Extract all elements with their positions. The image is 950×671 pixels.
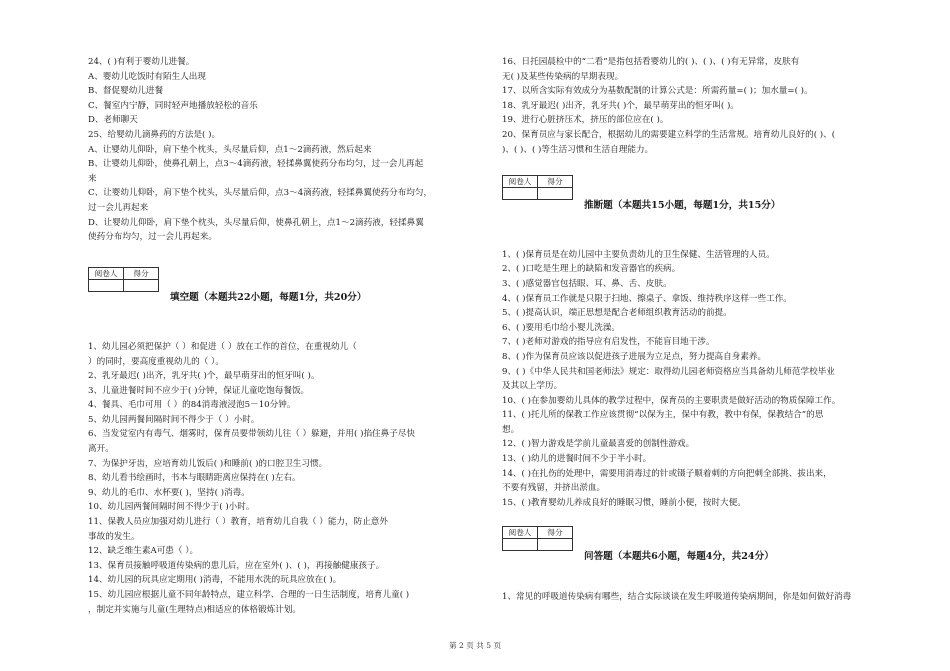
judge-section-title: 推断题（本题共15小题，每题1分，共15分） xyxy=(584,200,781,212)
text-line: 9、( )《中华人民共和国老师法》规定：取得幼儿园老师资格应当具备幼儿师范学校毕业 xyxy=(502,366,835,377)
text-line: 13、( )幼儿的进餐时间不少于半小时。 xyxy=(502,454,652,465)
text-line: 7、( )老师对游戏的指导应有启发性，不能盲目地干涉。 xyxy=(502,337,715,348)
score-box-grader: 阅卷人 xyxy=(503,176,538,188)
judge-section-header xyxy=(502,173,904,223)
text-line: 4、餐具、毛巾可用（ ）的84消毒液浸泡5－10分钟。 xyxy=(88,400,296,411)
qa-section-title: 问答题（本题共6小题，每题4分，共24分） xyxy=(584,551,774,563)
score-box-grader: 阅卷人 xyxy=(89,268,124,280)
text-line: 离开。 xyxy=(88,444,114,455)
text-line: 2、( )口吃是生理上的缺陷和发音器官的疾病。 xyxy=(502,264,681,275)
text-line: 1、常见的呼吸道传染病有哪些，结合实际谈谈在发生呼吸道传染病期间，你是如何做好消毒 xyxy=(502,592,852,603)
score-box-cell xyxy=(89,280,124,292)
right-column xyxy=(502,55,904,605)
text-line: 事故的发生。 xyxy=(88,531,140,542)
text-line: 15、( )教育婴幼儿养成良好的睡眠习惯，睡前小便，按时大便。 xyxy=(502,497,746,508)
score-box-cell xyxy=(538,188,573,200)
score-box-score: 得分 xyxy=(124,268,159,280)
fill-questions xyxy=(88,340,478,617)
text-line: 5、幼儿园两餐间隔时间不得少于（ ）小时。 xyxy=(88,414,260,425)
text-line: 13、保育员接触呼吸道传染病的患儿后，应在室外( )、( )，再接触健康孩子。 xyxy=(88,560,385,571)
text-line: A、婴幼儿吃饭时有陌生人出现 xyxy=(88,71,206,82)
text-line: 12、缺乏维生素A可患（ ）。 xyxy=(88,546,199,557)
score-box-cell xyxy=(538,539,573,551)
score-box-score: 得分 xyxy=(538,176,573,188)
text-line: 19、进行心脏挤压术，挤压的部位应在( )。 xyxy=(502,115,669,126)
text-line: 想。 xyxy=(502,424,520,435)
text-line: 24、( )有利于婴幼儿进餐。 xyxy=(88,57,195,67)
text-line: 7、为保护牙齿，应培育幼儿饭后( )和睡前( )的口腔卫生习惯。 xyxy=(88,458,328,469)
text-line: 1、幼儿园必须把保护（ ）和促进（ ）放在工作的首位，在重视幼儿（ xyxy=(88,341,357,352)
text-line: B、督促婴幼儿进餐 xyxy=(88,86,164,97)
text-line: 10、( )在参加婴幼儿具体的教学过程中，保育员的主要职责是做好活动的物质保障工作。 xyxy=(502,395,841,406)
score-box-cell xyxy=(503,539,538,551)
fill-section-title: 填空题（本题共22小题，每题1分，共20分） xyxy=(170,292,367,304)
text-line: 16、日托园晨检中的“二看”是指包括看婴幼儿的( )、( )、( )有无异常，皮肤有 xyxy=(502,57,800,67)
score-box xyxy=(88,267,159,292)
text-line: C、餐室内宁静，同时轻声地播放轻松的音乐 xyxy=(88,100,258,111)
text-line: 8、幼儿看书绘画时，书本与眼睛距离应保持在( )左右。 xyxy=(88,473,301,484)
text-line: 10、幼儿园两餐间隔时间不得少于( )小时。 xyxy=(88,502,255,513)
score-box-score: 得分 xyxy=(538,527,573,539)
text-line: 3、( )感觉器官包括眼、耳、鼻、舌、皮肤。 xyxy=(502,278,672,289)
text-line: 18、乳牙最迟( )出齐，乳牙共( )个，最早萌芽出的恒牙叫( )。 xyxy=(502,100,739,111)
judge-questions xyxy=(502,248,904,511)
left-column xyxy=(88,55,478,617)
text-line: 15、幼儿园应根据儿童不同年龄特点，建立科学、合理的一日生活制度，培育儿童( ) xyxy=(88,590,410,600)
text-line: )、( )、( )等生活习惯和生活自理能力。 xyxy=(502,144,654,155)
score-box-cell xyxy=(124,280,159,292)
text-line: 11、( )托儿所的保教工作应该贯彻“以保为主，保中有教，教中有保，保教结合”的思 xyxy=(502,410,824,421)
fill-section-header xyxy=(88,265,478,315)
text-line: 6、当发觉室内有毒气、烟雾时，保育员要带领幼儿往（ ）躲避，并用( )掐住鼻子尽快 xyxy=(88,429,416,440)
text-line: 使药分布均匀，过一会儿再起来。 xyxy=(88,232,217,243)
score-box-grader: 阅卷人 xyxy=(503,527,538,539)
choice-questions-continued xyxy=(88,55,478,245)
text-line: 过一会儿再起来 xyxy=(88,202,149,213)
text-line: 8、( )作为保育员应该以促进孩子进展为立足点，努力提高自身素养。 xyxy=(502,351,767,362)
text-line: 及其以上学历。 xyxy=(502,381,563,392)
text-line: 11、保教人员应加强对幼儿进行（ ）教育，培育幼儿自我（ ）能力，防止意外 xyxy=(88,517,388,528)
page-number: 第 2 页 共 5 页 xyxy=(448,641,502,650)
text-line: ）的同时，要高度重视幼儿的（ ）。 xyxy=(88,356,224,367)
score-box-cell xyxy=(503,188,538,200)
score-box xyxy=(502,526,573,551)
text-line: 1、( )保育员是在幼儿园中主要负责幼儿的卫生保健、生活管理的人员。 xyxy=(502,249,775,260)
text-line: A、让婴幼儿仰卧，肩下垫个枕头，头尽量后仰，点1～2滴药液，然后起来 xyxy=(88,144,372,155)
text-line: 2、乳牙最迟( )出齐，乳牙共( )个，最早萌芽出的恒牙叫( )。 xyxy=(88,371,320,382)
text-line: 9、幼儿的毛巾、水杯要( )，坚持( )消毒。 xyxy=(88,487,250,498)
score-box xyxy=(502,175,573,200)
qa-questions xyxy=(502,590,904,605)
text-line: 来 xyxy=(88,173,97,184)
text-line: 14、( )在扎伤的处理中，需要用消毒过的针或镊子顺着刺的方向把刺全部挑、拔出来， xyxy=(502,468,832,479)
text-line: 6、( )要用毛巾给小婴儿洗澡。 xyxy=(502,322,621,333)
text-line: 3、儿童进餐时间不应少于( )分钟，保证儿童吃饱每餐饭。 xyxy=(88,385,310,396)
text-line: D、老师聊天 xyxy=(88,115,138,126)
text-line: 无( )及某些传染病的早期表现。 xyxy=(502,71,624,82)
qa-section-header xyxy=(502,524,904,574)
text-line: 不要有残留，并挤出淤血。 xyxy=(502,483,606,494)
text-line: 5、( )提高认识，端正思想是配合老师组织教育活动的前提。 xyxy=(502,308,732,319)
text-line: 14、幼儿园的玩具应定期用( )消毒，不能用水洗的玩具应放在( )。 xyxy=(88,575,342,586)
fill-questions-continued xyxy=(502,55,904,157)
text-line: 20、保育员应与家长配合，根据幼儿的需要建立科学的生活常规。培育幼儿良好的( )、( xyxy=(502,129,836,140)
text-line: ，制定并实施与儿童(生理特点)相适应的体格锻炼计划。 xyxy=(88,604,301,615)
text-line: 25、给婴幼儿滴鼻药的方法是( )。 xyxy=(88,129,221,140)
text-line: 12、( )智力游戏是学前儿童最喜爱的创制性游戏。 xyxy=(502,439,695,450)
text-line: D、让婴幼儿仰卧，肩下垫个枕头，头尽量后仰，使鼻孔朝上，点1～2滴药液，轻揉鼻翼 xyxy=(88,217,424,228)
text-line: 4、( )保育员工作就是只限于扫地、擦桌子、拿饭、维持秩序这样一些工作。 xyxy=(502,293,792,304)
text-line: 17、以所含实际有效成分为基数配制的计算公式是：所需药量=( )；加水量=( )。 xyxy=(502,86,813,97)
text-line: B、让婴幼儿仰卧，使鼻孔朝上，点3～4滴药液，轻揉鼻翼使药分布均匀，过一会儿再起 xyxy=(88,159,424,170)
text-line: C、让婴幼儿仰卧，肩下垫个枕头，头尽量后仰，点3～4滴药液，轻揉鼻翼使药分布均匀， xyxy=(88,188,433,199)
